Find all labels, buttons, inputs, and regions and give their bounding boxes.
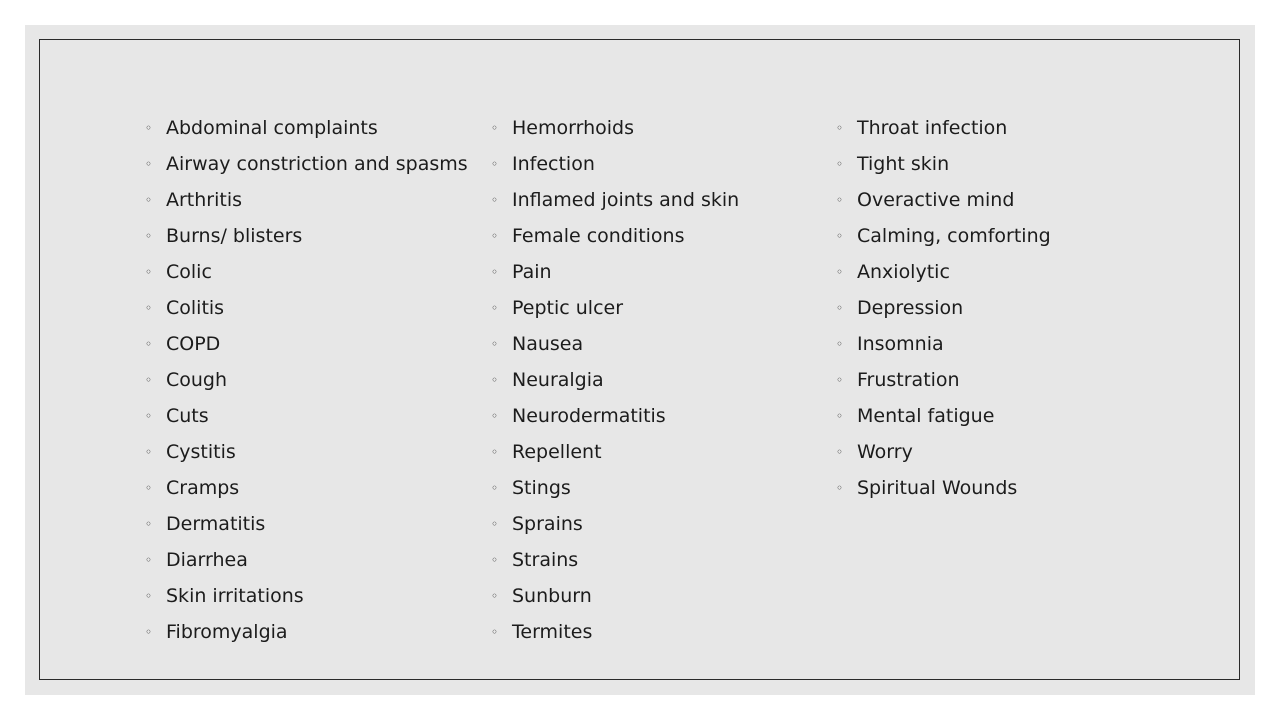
bullet-icon: ◦ (836, 157, 844, 171)
list-item (145, 113, 468, 149)
list-item (836, 293, 1051, 329)
list-item-label: Worry (857, 441, 913, 463)
list-item (145, 473, 468, 509)
column-2 (491, 113, 739, 653)
bullet-icon: ◦ (491, 121, 499, 135)
bullet-icon: ◦ (145, 265, 153, 279)
list-item (491, 257, 739, 293)
list-item (491, 437, 739, 473)
bullet-icon: ◦ (145, 481, 153, 495)
list-item (491, 149, 739, 185)
bullet-icon: ◦ (491, 301, 499, 315)
bullet-icon: ◦ (145, 229, 153, 243)
bullet-icon: ◦ (145, 409, 153, 423)
bullet-icon: ◦ (836, 481, 844, 495)
list-item (491, 221, 739, 257)
list-item-label: Anxiolytic (857, 261, 950, 283)
list-item (491, 329, 739, 365)
list-item-label: Fibromyalgia (166, 621, 288, 643)
list-item (836, 329, 1051, 365)
list-item-label: Abdominal complaints (166, 117, 378, 139)
list-item (145, 617, 468, 653)
bullet-icon: ◦ (836, 409, 844, 423)
list-item (491, 293, 739, 329)
list-item-label: COPD (166, 333, 221, 355)
list-item-label: Cramps (166, 477, 240, 499)
column-3 (836, 113, 1051, 509)
list-item-label: Arthritis (166, 189, 243, 211)
list-item (491, 545, 739, 581)
list-item-label: Overactive mind (857, 189, 1015, 211)
bullet-icon: ◦ (491, 157, 499, 171)
list-item (145, 221, 468, 257)
bullet-icon: ◦ (145, 553, 153, 567)
list-item-label: Inflamed joints and skin (512, 189, 740, 211)
bullet-icon: ◦ (836, 445, 844, 459)
list-item (491, 401, 739, 437)
list-item-label: Repellent (512, 441, 602, 463)
list-item (836, 401, 1051, 437)
list-item-label: Dermatitis (166, 513, 266, 535)
list-item-label: Infection (512, 153, 595, 175)
bullet-icon: ◦ (491, 337, 499, 351)
bullet-icon: ◦ (491, 445, 499, 459)
bullet-icon: ◦ (145, 445, 153, 459)
list-item-label: Calming, comforting (857, 225, 1051, 247)
list-item (836, 221, 1051, 257)
slide (25, 25, 1255, 695)
list-item-label: Spiritual Wounds (857, 477, 1018, 499)
bullet-icon: ◦ (491, 517, 499, 531)
bullet-icon: ◦ (836, 337, 844, 351)
list-item-label: Hemorrhoids (512, 117, 634, 139)
bullet-icon: ◦ (491, 193, 499, 207)
list-item-label: Colic (166, 261, 212, 283)
bullet-icon: ◦ (491, 553, 499, 567)
list-item (491, 581, 739, 617)
list-item-label: Insomnia (857, 333, 944, 355)
list-item-label: Diarrhea (166, 549, 248, 571)
list-item (836, 257, 1051, 293)
list-item (836, 113, 1051, 149)
list-item-label: Cuts (166, 405, 209, 427)
list-item (836, 437, 1051, 473)
list-item-label: Neuralgia (512, 369, 604, 391)
list-item-label: Neurodermatitis (512, 405, 666, 427)
bullet-icon: ◦ (491, 589, 499, 603)
list-item (491, 617, 739, 653)
list-item-label: Cystitis (166, 441, 236, 463)
list-item (145, 149, 468, 185)
bullet-icon: ◦ (491, 229, 499, 243)
list-item (836, 365, 1051, 401)
bullet-icon: ◦ (145, 517, 153, 531)
list-item (145, 257, 468, 293)
list-item (836, 185, 1051, 221)
list-item (145, 509, 468, 545)
bullet-icon: ◦ (836, 229, 844, 243)
bullet-icon: ◦ (836, 193, 844, 207)
list-item-label: Female conditions (512, 225, 685, 247)
list-item (836, 149, 1051, 185)
bullet-icon: ◦ (145, 157, 153, 171)
bullet-icon: ◦ (145, 589, 153, 603)
list-item (145, 545, 468, 581)
list-item-label: Strains (512, 549, 579, 571)
bullet-icon: ◦ (491, 409, 499, 423)
list-item-label: Colitis (166, 297, 225, 319)
list-item (836, 473, 1051, 509)
list-item (145, 581, 468, 617)
list-item-label: Throat infection (857, 117, 1008, 139)
bullet-icon: ◦ (145, 193, 153, 207)
list-item-label: Sprains (512, 513, 583, 535)
bullet-icon: ◦ (491, 481, 499, 495)
bullet-icon: ◦ (491, 373, 499, 387)
list-item-label: Peptic ulcer (512, 297, 624, 319)
list-item-label: Burns/ blisters (166, 225, 303, 247)
bullet-icon: ◦ (836, 373, 844, 387)
list-item-label: Skin irritations (166, 585, 304, 607)
list-item (491, 185, 739, 221)
bullet-icon: ◦ (145, 301, 153, 315)
list-item-label: Cough (166, 369, 228, 391)
list-item-label: Airway constriction and spasms (166, 153, 468, 175)
bullet-icon: ◦ (491, 265, 499, 279)
list-item-label: Mental fatigue (857, 405, 995, 427)
list-item-label: Nausea (512, 333, 584, 355)
list-item (145, 329, 468, 365)
bullet-icon: ◦ (145, 373, 153, 387)
list-item (145, 293, 468, 329)
list-item (145, 401, 468, 437)
list-item-label: Pain (512, 261, 552, 283)
bullet-icon: ◦ (491, 625, 499, 639)
bullet-icon: ◦ (145, 337, 153, 351)
list-item-label: Frustration (857, 369, 960, 391)
list-item (491, 113, 739, 149)
bullet-icon: ◦ (836, 265, 844, 279)
list-item-label: Depression (857, 297, 964, 319)
column-1 (145, 113, 468, 653)
list-item (145, 365, 468, 401)
list-item-label: Sunburn (512, 585, 592, 607)
bullet-icon: ◦ (836, 121, 844, 135)
list-item (145, 185, 468, 221)
list-item-label: Tight skin (857, 153, 950, 175)
bullet-icon: ◦ (836, 301, 844, 315)
list-item (491, 365, 739, 401)
list-item-label: Stings (512, 477, 571, 499)
list-item (145, 437, 468, 473)
list-item (491, 473, 739, 509)
list-item-label: Termites (512, 621, 593, 643)
bullet-icon: ◦ (145, 625, 153, 639)
bullet-icon: ◦ (145, 121, 153, 135)
list-item (491, 509, 739, 545)
